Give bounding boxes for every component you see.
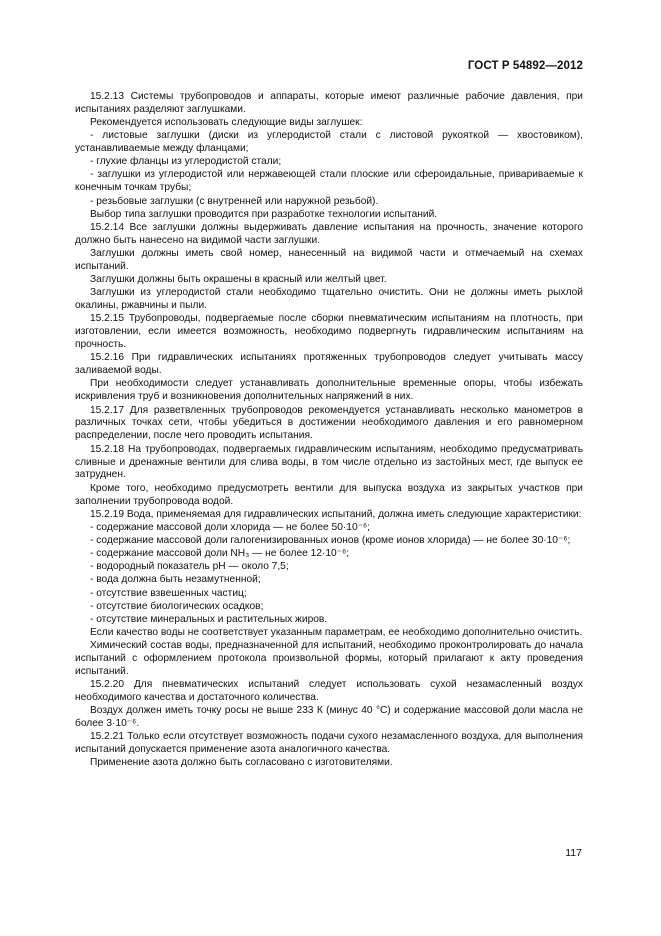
paragraph-dew-point: Воздух должен иметь точку росы не выше 233 К (минус 40 °С) и содержание массовой доли масла не более 3·10⁻⁶.: [75, 705, 583, 730]
paragraph-plug-types-intro: Рекомендуется использовать следующие виды заглушек:: [90, 117, 363, 129]
paragraph-temporary-supports: При необходимости следует устанавливать дополнительные временные опоры, чтобы избежать искривления труб и возникновения дополнительных напряжений в них.: [75, 378, 583, 403]
list-item-no-suspended-particles: - отсутствие взвешенных частиц;: [90, 587, 247, 599]
paragraph-plug-color: Заглушки должны быть окрашены в красный или желтый цвет.: [90, 274, 387, 286]
list-item-no-biological-sediment: - отсутствие биологических осадков;: [90, 600, 264, 612]
paragraph-air-vents: Кроме того, необходимо предусмотреть вентили для выпуска воздуха из закрытых участков при заполнении трубопровода водой.: [75, 482, 583, 507]
list-item-blind-flanges: - глухие фланцы из углеродистой стали;: [90, 156, 282, 168]
paragraph-15-2-17: 15.2.17 Для разветвленных трубопроводов рекомендуется устанавливать несколько манометров в различных точках сети, чтобы убедиться в достижении необходимого давления и его равномерном распределении, после чего проводить испытания.: [75, 404, 583, 442]
paragraph-15-2-16: 15.2.16 При гидравлических испытаниях протяженных трубопроводов следует учитывать массу заливаемой воды.: [75, 352, 583, 377]
paragraph-15-2-19: 15.2.19 Вода, применяемая для гидравлических испытаний, должна иметь следующие характеристики:: [90, 508, 582, 520]
list-item-no-fats: - отсутствие минеральных и растительных жиров.: [90, 613, 328, 625]
paragraph-15-2-13: 15.2.13 Системы трубопроводов и аппараты, которые имеют различные рабочие давления, при испытаниях разделяют заглушками.: [75, 91, 583, 115]
list-item-chloride: - содержание массовой доли хлорида — не более 50·10⁻⁶;: [90, 521, 371, 533]
paragraph-chemical-control: Химический состав воды, предназначенной для испытаний, необходимо проконтролировать до начала испытаний с оформлением протокола произвольной формы, который прилагают к акту проведения испытаний.: [75, 640, 583, 677]
paragraph-plug-cleaning: Заглушки из углеродистой стали необходимо тщательно очистить. Они не должны иметь рыхлой окалины, ржавчины и пыли.: [75, 287, 583, 312]
list-item-ph: - водородный показатель pH — около 7,5;: [90, 561, 289, 573]
paragraph-nitrogen-approval: Применение азота должно быть согласовано с изготовителями.: [90, 757, 393, 769]
list-item-clear-water: - вода должна быть незамутненной;: [90, 574, 261, 586]
paragraph-15-2-21: 15.2.21 Только если отсутствует возможность подачи сухого незамасленного воздуха, для выполнения испытаний допускается применение азота аналогичного качества.: [75, 731, 583, 756]
paragraph-15-2-20: 15.2.20 Для пневматических испытаний следует использовать сухой незамасленный воздух необходимого качества и достаточного количества.: [75, 679, 583, 704]
list-item-threaded-plugs: - резьбовые заглушки (с внутренней или наружной резьбой).: [90, 195, 379, 207]
list-item-sheet-plugs: - листовые заглушки (диски из углеродистой стали с листовой рукояткой — хвостовиком), устанавливаемые между фланцами;: [75, 130, 583, 155]
list-item-halogen-ions: - содержание массовой доли галогенизированных ионов (кроме ионов хлорида) — не более 30·10⁻⁶;: [90, 534, 571, 546]
paragraph-15-2-18: 15.2.18 На трубопроводах, подвергаемых гидравлическим испытаниям, необходимо предусматривать сливные и дренажные вентили для слива воды, в том числе отдельно из застойных мест, где выпуск ее затруднен.: [75, 443, 583, 481]
paragraph-plug-selection: Выбор типа заглушки проводится при разработке технологии испытаний.: [90, 208, 438, 220]
list-item-ammonia: - содержание массовой доли NH₃ — не более 12·10⁻⁶;: [90, 548, 350, 560]
paragraph-water-purification: Если качество воды не соответствует указанным параметрам, ее необходимо дополнительно очистить.: [90, 626, 583, 638]
list-item-welded-plugs: - заглушки из углеродистой или нержавеющей стали плоские или сфероидальные, привариваемые к конечным точкам трубы;: [75, 169, 583, 194]
paragraph-plug-numbering: Заглушки должны иметь свой номер, нанесенный на видимой части и отмечаемый на схемах испытаний.: [75, 247, 583, 272]
paragraph-15-2-14: 15.2.14 Все заглушки должны выдерживать давление испытания на прочность, значение которого должно быть нанесено на видимой части заглушки.: [75, 221, 583, 246]
page-number: 117: [565, 847, 582, 859]
standard-id-header: ГОСТ Р 54892—2012: [467, 60, 583, 72]
document-body: [75, 91, 583, 771]
paragraph-15-2-15: 15.2.15 Трубопроводы, подвергаемые после сборки пневматическим испытаниям на плотность, при изготовлении, если имеется возможность, необходимо подвергнуть гидравлическим испытаниям на прочность.: [75, 313, 583, 351]
